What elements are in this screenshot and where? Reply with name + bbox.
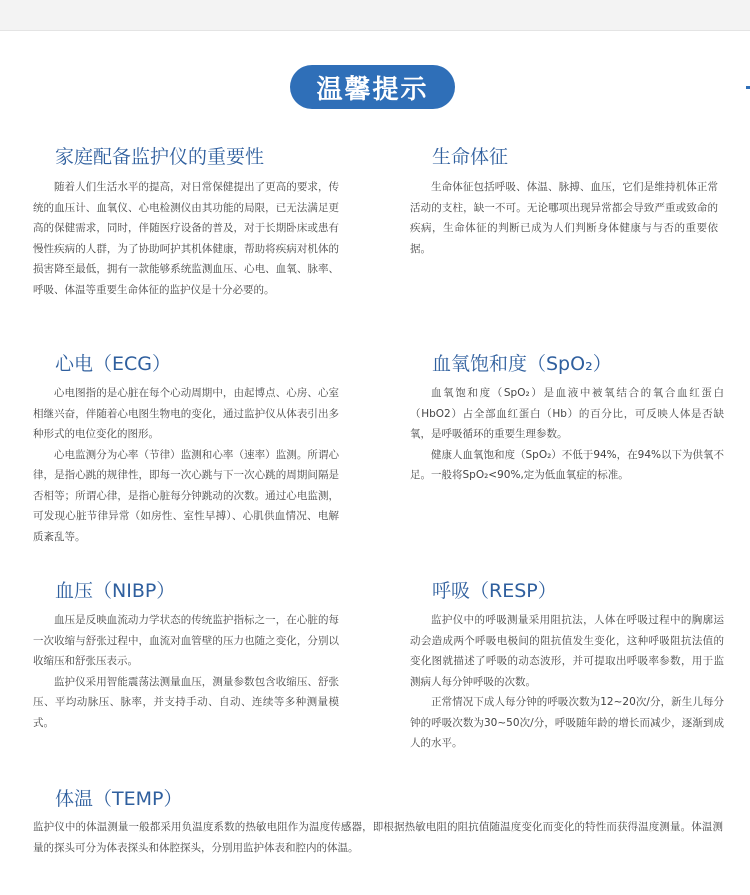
section-nibp xyxy=(33,579,339,733)
section-body xyxy=(33,177,339,300)
top-band xyxy=(0,0,750,30)
section-home-monitor-importance xyxy=(33,145,339,300)
section-body xyxy=(33,383,339,547)
section-temp xyxy=(33,787,723,858)
section-body xyxy=(410,177,718,259)
section-body xyxy=(410,610,724,754)
section-body xyxy=(33,817,723,858)
paragraph: 正常情况下成人每分钟的呼吸次数为12~20次/分，新生儿每分钟的呼吸次数为30~50次/分，呼吸随年龄的增长而减少，逐渐到成人的水平。 xyxy=(410,696,724,749)
section-body xyxy=(410,383,724,486)
section-body xyxy=(33,610,339,733)
section-vital-signs xyxy=(410,145,718,259)
section-spo2 xyxy=(410,352,724,486)
section-title: 生命体征 xyxy=(432,146,509,168)
paragraph: 监护仪采用智能震荡法测量血压，测量参数包含收缩压、舒张压、平均动脉压、脉率，并支持手动、自动、连续等多种测量模式。 xyxy=(33,675,339,729)
paragraph: 血压是反映血流动力学状态的传统监护指标之一，在心脏的每一次收缩与舒张过程中，血流对血管壁的压力也随之变化，分别以收缩压和舒张压表示。 xyxy=(33,614,339,667)
page-title: 温馨提示 xyxy=(290,65,455,109)
paragraph: 血氧饱和度（SpO₂）是血液中被氧结合的氧合血红蛋白（HbO2）占全部血红蛋白（Hb）的百分比，可反映人体是否缺氧，是呼吸循环的重要生理参数。 xyxy=(410,387,724,440)
side-accent-mark xyxy=(746,86,750,89)
section-title: 家庭配备监护仪的重要性 xyxy=(55,146,265,168)
paragraph: 心电监测分为心率（节律）监测和心率（速率）监测。所谓心律，是指心跳的规律性，即每一次心跳与下一次心跳的周期间隔是否相等；所谓心律，是指心脏每分钟跳动的次数。通过心电监测，可发现心脏节律异常（如房性、室性早搏）、心肌供血情况、电解质紊乱等。 xyxy=(33,448,339,543)
top-divider xyxy=(0,30,750,31)
section-title: 呼吸（RESP） xyxy=(432,580,557,602)
paragraph: 监护仪中的呼吸测量采用阻抗法，人体在呼吸过程中的胸廓运动会造成两个呼吸电极间的阻抗值发生变化，这种呼吸阻抗法值的变化图就描述了呼吸的动态波形，并可提取出呼吸率参数，用于监测病人每分钟呼吸的次数。 xyxy=(410,614,724,688)
section-title: 血压（NIBP） xyxy=(55,580,176,602)
paragraph: 心电图指的是心脏在每个心动周期中，由起博点、心房、心室相继兴奋，伴随着心电图生物电的变化，通过监护仪从体表引出多种形式的电位变化的图形。 xyxy=(33,387,339,440)
section-ecg xyxy=(33,352,339,547)
paragraph: 健康人血氧饱和度（SpO₂）不低于94%，在94%以下为供氧不足。一般将SpO₂<90%,定为低血氧症的标准。 xyxy=(410,448,724,481)
paragraph: 监护仪中的体温测量一般都采用负温度系数的热敏电阻作为温度传感器，即根据热敏电阻的阻抗值随温度变化而变化的特性而获得温度测量。体温测量的探头可分为体表探头和体腔探头，分别用监护体表和腔内的体温。 xyxy=(33,821,723,854)
section-title: 血氧饱和度（SpO₂） xyxy=(432,353,612,375)
paragraph: 随着人们生活水平的提高，对日常保健提出了更高的要求，传统的血压计、血氧仪、心电检测仪由其功能的局限，已无法满足更高的保健需求，同时，伴随医疗设备的普及，对于长期卧床或患有慢性疾病的人群，为了协助呵护其机体健康，帮助将疾病对机体的损害降至最低，拥有一款能够系统监测血压、心电、血氧、脉率、呼吸、体温等重要生命体征的监护仪是十分必要的。 xyxy=(33,181,339,296)
section-title: 体温（TEMP） xyxy=(55,788,183,810)
section-title: 心电（ECG） xyxy=(55,353,171,375)
section-resp xyxy=(410,579,724,754)
paragraph: 生命体征包括呼吸、体温、脉搏、血压，它们是维持机体正常活动的支柱，缺一不可。无论哪项出现异常都会导致严重或致命的疾病，生命体征的判断已成为人们判断身体健康与与否的重要依据。 xyxy=(410,181,718,255)
